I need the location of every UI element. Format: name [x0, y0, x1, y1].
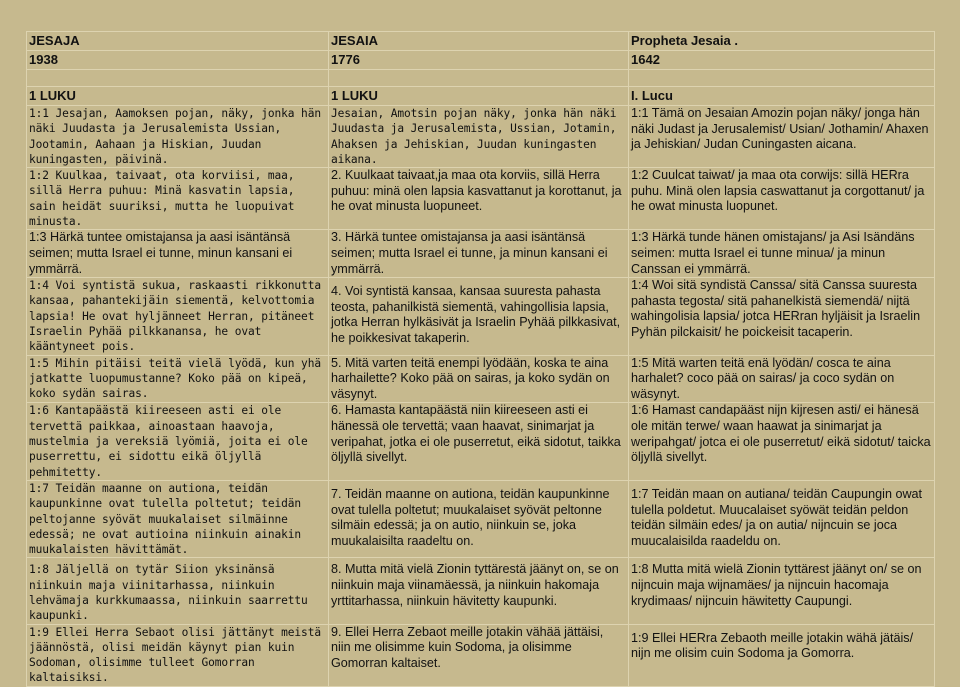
verse-row [27, 480, 935, 557]
verse-cell-1776: Jesaian, Amotsin pojan näky, jonka hän näki Juudasta ja Jerusalemista, Ussian, Jotamin, Ahaksen ja Jehiskian, Juudan kuningasten aikana. [329, 106, 629, 168]
header-cell: I. Lucu [629, 87, 935, 106]
verse-cell-1938: 1:9 Ellei Herra Sebaot olisi jättänyt meistä jäännöstä, olisi meidän käynyt pian kuin Sodoman, olisimme tulleet Gomorran kaltaisiksi. [27, 624, 329, 686]
verse-cell-1776: 7. Teidän maanne on autiona, teidän kaupunkinne ovat tulella poltetut; muukalaiset syövät peltonne silmäin edessä; ja on autio, niinkuin se, joka muukalaisilta raadeltu on. [329, 480, 629, 557]
verse-row [27, 168, 935, 230]
verse-row [27, 355, 935, 403]
header-row-chapter [27, 87, 935, 106]
spacer-row [27, 70, 935, 87]
verse-cell-1776: 3. Härkä tuntee omistajansa ja aasi isäntänsä seimen; mutta Israel ei tunne, ja minun kansani ei ymmärrä. [329, 230, 629, 278]
verse-cell-1776: 2. Kuulkaat taivaat,ja maa ota korviis, sillä Herra puhuu: minä olen lapsia kasvattanut ja korottanut, ja he ovat minusta luopuneet. [329, 168, 629, 230]
verse-row [27, 624, 935, 686]
verse-cell-1776: 4. Voi syntistä kansaa, kansaa suuresta pahasta teosta, pahanilkistä siementä, vahingollisia lapsia, jotka Herran hylkäsivät ja Israelin Pyhää pilkkasivat, he poikkesivat takaperin. [329, 278, 629, 355]
verse-cell-1776: 5. Mitä varten teitä enempi lyödään, koska te aina harhailette? Koko pää on sairas, ja koko sydän on väsynyt. [329, 355, 629, 403]
verse-cell-1642: 1:2 Cuulcat taiwat/ ja maa ota corwijs: sillä HERra puhu. Minä olen lapsia caswattanut ja corgottanut/ ja he owat minusta luopunet. [629, 168, 935, 230]
verse-cell-1642: 1:4 Woi sitä syndistä Canssa/ sitä Canssa suuresta pahasta tegosta/ sitä pahanelkistä siemendä/ nijtä wahingolisia lapsia/ jotca HERran hyljäisit ja Israelin Pyhän pilckaisit/ he poickeisit tacaperin. [629, 278, 935, 355]
header-cell: 1 LUKU [329, 87, 629, 106]
verse-row [27, 106, 935, 168]
header-row-year [27, 51, 935, 70]
verse-cell-1642: 1:9 Ellei HERra Zebaoth meille jotakin wähä jätäis/ nijn me olisim cuin Sodoma ja Gomorra. [629, 624, 935, 686]
verse-cell-1938: 1:4 Voi syntistä sukua, raskaasti rikkonutta kansaa, pahantekijäin siementä, kelvottomia lapsia! He ovat hyljänneet Herran, pitäneet Israelin Pyhää pilkkanansa, he ovat kääntyneet pois. [27, 278, 329, 355]
verse-cell-1938: 1:3 Härkä tuntee omistajansa ja aasi isäntänsä seimen; mutta Israel ei tunne, minun kansani ei ymmärrä. [27, 230, 329, 278]
verse-cell-1642: 1:5 Mitä warten teitä enä lyödän/ cosca te aina harhalet? coco pää on sairas/ ja coco sydän on wäsynyt. [629, 355, 935, 403]
verse-cell-1938: 1:1 Jesajan, Aamoksen pojan, näky, jonka hän näki Juudasta ja Jerusalemista Ussian, Jootamin, Aahaan ja Hiskian, Juudan kuningasten, päivinä. [27, 106, 329, 168]
verse-cell-1938: 1:2 Kuulkaa, taivaat, ota korviisi, maa, sillä Herra puhuu: Minä kasvatin lapsia, sain heidät suuriksi, mutta he luopuivat minusta. [27, 168, 329, 230]
verse-cell-1938: 1:7 Teidän maanne on autiona, teidän kaupunkinne ovat tulella poltetut; teidän peltojanne syövät muukalaiset silmäinne edessä; ne ovat autioina niinkuin ainakin muukalaisten hävittämät. [27, 480, 329, 557]
header-cell: Propheta Jesaia . [629, 32, 935, 51]
verse-cell-1776: 8. Mutta mitä vielä Zionin tyttärestä jäänyt on, se on niinkuin maja viinamäessä, ja niinkuin hakomaja yrttitarhassa, niinkuin hävitetty kaupunki. [329, 558, 629, 624]
verse-cell-1642: 1:8 Mutta mitä wielä Zionin tyttärest jäänyt on/ se on nijncuin maja wijnamäes/ ja nijncuin hacomaja krydimaas/ nijncuin häwitetty Caupungi. [629, 558, 935, 624]
verse-cell-1938: 1:6 Kantapäästä kiireeseen asti ei ole tervettä paikkaa, ainoastaan haavoja, mustelmia ja vereksiä lyömiä, joita ei ole puserrettu, ei sidottu eikä öljyllä pehmitetty. [27, 403, 329, 480]
verse-cell-1642: 1:6 Hamast candapääst nijn kijresen asti/ ei hänesä ole mitän terwe/ waan haawat ja sinimarjat ja weripahgat/ jotca ei ole puserretut/ eikä sidotut/ taicka öljyllä sivellyt. [629, 403, 935, 480]
bible-comparison-table [26, 31, 935, 687]
verse-cell-1938: 1:5 Mihin pitäisi teitä vielä lyödä, kun yhä jatkatte luopumustanne? Koko pää on kipeä, koko sydän sairas. [27, 355, 329, 403]
header-cell: 1 LUKU [27, 87, 329, 106]
verse-cell-1642: 1:7 Teidän maan on autiana/ teidän Caupungin owat tulella poldetut. Muucalaiset syöwät teidän peldon teidän silmäin edes/ ja on autia/ nijncuin se joca muucalaisilda raadeldu on. [629, 480, 935, 557]
header-cell: JESAIA [329, 32, 629, 51]
header-row-title [27, 32, 935, 51]
verse-cell-1776: 9. Ellei Herra Zebaot meille jotakin vähää jättäisi, niin me olisimme kuin Sodoma, ja olisimme Gomorran kaltaiset. [329, 624, 629, 686]
header-cell: 1776 [329, 51, 629, 70]
verse-row [27, 558, 935, 624]
verse-cell-1642: 1:3 Härkä tunde hänen omistajans/ ja Asi Isändäns seimen: mutta Israel ei tunne minua/ ja minun Canssan ei ymmärrä. [629, 230, 935, 278]
verse-row [27, 278, 935, 355]
verse-cell-1642: 1:1 Tämä on Jesaian Amozin pojan näky/ jonga hän näki Judast ja Jerusalemist/ Usian/ Jothamin/ Ahaxen ja Jehiskian/ Judan Cuningasten aicana. [629, 106, 935, 168]
header-cell: 1642 [629, 51, 935, 70]
header-cell: 1938 [27, 51, 329, 70]
verse-cell-1938: 1:8 Jäljellä on tytär Siion yksinänsä niinkuin maja viinitarhassa, niinkuin lehvämaja kurkkumaassa, niinkuin saarrettu kaupunki. [27, 558, 329, 624]
verse-row [27, 403, 935, 480]
verse-row [27, 230, 935, 278]
verse-cell-1776: 6. Hamasta kantapäästä niin kiireeseen asti ei hänessä ole tervettä; vaan haavat, sinimarjat ja veripahat, jotka ei ole puserretut, eikä sidotut, taikka öljyllä sivellyt. [329, 403, 629, 480]
header-cell: JESAJA [27, 32, 329, 51]
